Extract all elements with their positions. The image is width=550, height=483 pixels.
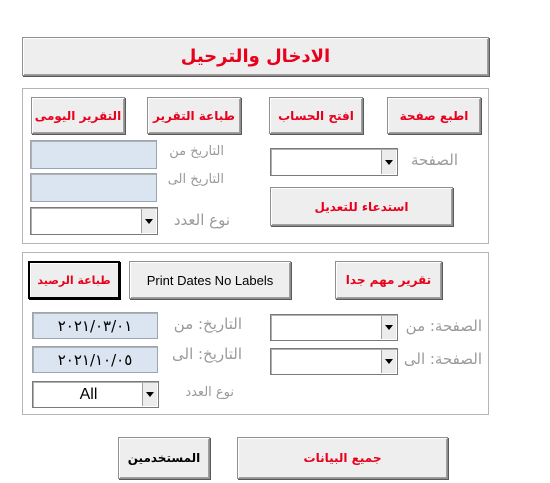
chevron-down-icon[interactable]	[142, 383, 157, 406]
page-from-label: الصفحة: من	[405, 317, 482, 335]
date-to-label: التاريخ الى	[167, 172, 224, 187]
page-to-label: الصفحة: الى	[403, 350, 482, 368]
page-to-select[interactable]	[270, 348, 398, 375]
page-from-select[interactable]	[270, 314, 398, 341]
print-page-button[interactable]: اطبع صفحة	[387, 97, 481, 134]
balance-count-type-label: نوع العدد	[185, 385, 234, 400]
open-account-button[interactable]: افتح الحساب	[269, 97, 363, 134]
count-type-select[interactable]	[30, 207, 158, 235]
print-report-button[interactable]: طباعة التقرير	[147, 97, 241, 134]
daily-report-button[interactable]: التقرير اليومى	[31, 97, 125, 134]
balance-date-from-label: التاريخ: من	[173, 315, 242, 333]
date-from-input[interactable]	[30, 140, 157, 169]
page-select[interactable]	[270, 148, 398, 176]
chevron-down-icon[interactable]	[381, 150, 396, 174]
all-data-button[interactable]: جميع البيانات	[237, 437, 448, 479]
balance-date-to-input[interactable]: ٢٠٢١/١٠/٠٥	[32, 346, 158, 373]
balance-date-from-input[interactable]: ٢٠٢١/٠٣/٠١	[32, 312, 158, 339]
important-report-button[interactable]: تقرير مهم جدا	[335, 261, 442, 299]
balance-count-type-select[interactable]	[32, 381, 159, 408]
print-dates-button[interactable]: Print Dates No Labels	[129, 261, 291, 299]
date-from-label: التاريخ من	[169, 144, 224, 159]
count-type-label: نوع العدد	[173, 211, 230, 229]
count-type-value: All	[79, 385, 98, 403]
balance-date-to-label: التاريخ: الى	[172, 345, 242, 363]
title-button[interactable]	[22, 37, 489, 76]
chevron-down-icon[interactable]	[381, 350, 396, 373]
recall-edit-button[interactable]: استدعاء للتعديل	[270, 187, 453, 226]
date-to-input[interactable]	[30, 173, 157, 202]
users-button[interactable]: المستخدمين	[118, 437, 210, 479]
title-label: الادخال والترحيل	[180, 46, 331, 67]
page-label: الصفحة	[410, 151, 458, 169]
chevron-down-icon[interactable]	[381, 316, 396, 339]
chevron-down-icon[interactable]	[141, 209, 156, 233]
print-balance-button[interactable]: طباعة الرصيد	[28, 261, 120, 299]
